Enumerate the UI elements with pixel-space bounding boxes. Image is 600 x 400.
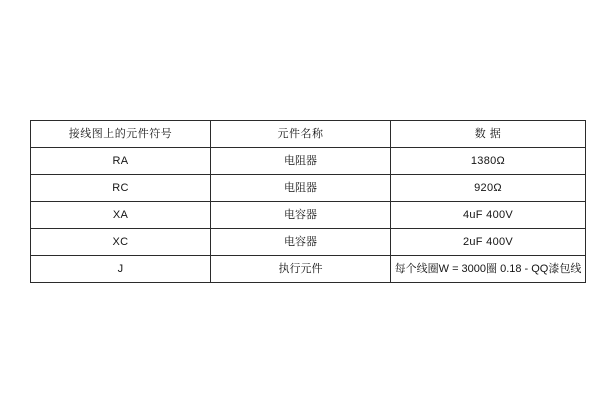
cell-symbol: XC bbox=[31, 229, 211, 256]
table-row bbox=[31, 202, 586, 229]
header-cell-data: 数 据 bbox=[391, 121, 586, 148]
cell-name: 电阻器 bbox=[211, 175, 391, 202]
table-row bbox=[31, 175, 586, 202]
table-row bbox=[31, 229, 586, 256]
cell-symbol: RC bbox=[31, 175, 211, 202]
cell-symbol: RA bbox=[31, 148, 211, 175]
cell-name: 电阻器 bbox=[211, 148, 391, 175]
cell-symbol: J bbox=[31, 256, 211, 283]
cell-symbol: XA bbox=[31, 202, 211, 229]
table-header-row bbox=[31, 121, 586, 148]
table-row bbox=[31, 148, 586, 175]
component-spec-table bbox=[30, 120, 586, 283]
cell-data: 920Ω bbox=[391, 175, 586, 202]
cell-data: 每个线圈W = 3000圈 0.18 - QQ漆包线 bbox=[391, 256, 586, 283]
spec-table-container bbox=[30, 120, 582, 283]
header-cell-name: 元件名称 bbox=[211, 121, 391, 148]
cell-data: 2uF 400V bbox=[391, 229, 586, 256]
cell-data: 1380Ω bbox=[391, 148, 586, 175]
cell-name: 电容器 bbox=[211, 229, 391, 256]
header-cell-symbol: 接线图上的元件符号 bbox=[31, 121, 211, 148]
cell-data: 4uF 400V bbox=[391, 202, 586, 229]
cell-name: 执行元件 bbox=[211, 256, 391, 283]
table-row bbox=[31, 256, 586, 283]
cell-name: 电容器 bbox=[211, 202, 391, 229]
